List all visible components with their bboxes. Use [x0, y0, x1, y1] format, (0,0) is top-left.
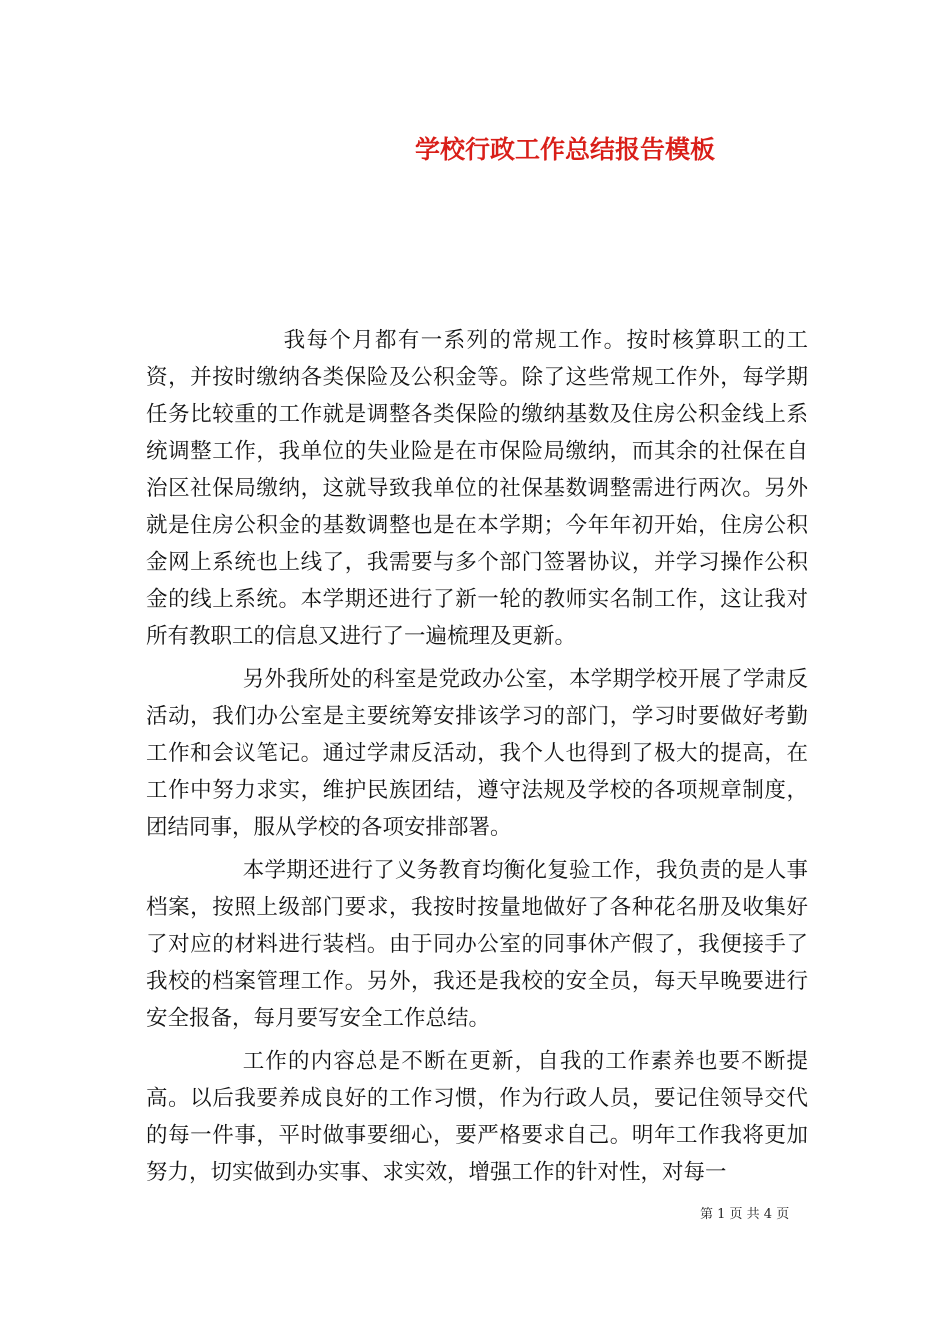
paragraph-4: 工作的内容总是不断在更新，自我的工作素养也要不断提高。以后我要养成良好的工作习惯，作为行政人员，要记住领导交代的每一件事，平时做事要细心，要严格要求自己。明年工作我将更加努力，切实做到办实事、求实效，增强工作的针对性，对每一 — [146, 1049, 808, 1185]
paragraph-2: 另外我所处的科室是党政办公室，本学期学校开展了学肃反活动，我们办公室是主要统筹安排该学习的部门，学习时要做好考勤工作和会议笔记。通过学肃反活动，我个人也得到了极大的提高，在工作中努力求实，维护民族团结，遵守法规及学校的各项规章制度，团结同事，服从学校的各项安排部署。 — [146, 667, 808, 840]
page-number-footer: 第 1 页 共 4 页 — [700, 1207, 790, 1222]
paragraph-1: 我每个月都有一系列的常规工作。按时核算职工的工资，并按时缴纳各类保险及公积金等。除了这些常规工作外，每学期任务比较重的工作就是调整各类保险的缴纳基数及住房公积金线上系统调整工作，我单位的失业险是在市保险局缴纳，而其余的社保在自治区社保局缴纳，这就导致我单位的社保基数调整需进行两次。另外就是住房公积金的基数调整也是在本学期；今年年初开始，住房公积金网上系统也上线了，我需要与多个部门签署协议，并学习操作公积金的线上系统。本学期还进行了新一轮的教师实名制工作，这让我对所有教职工的信息又进行了一遍梳理及更新。 — [146, 328, 808, 649]
paragraph-3: 本学期还进行了义务教育均衡化复验工作，我负责的是人事档案，按照上级部门要求，我按时按量地做好了各种花名册及收集好了对应的材料进行装档。由于同办公室的同事休产假了，我便接手了我校的档案管理工作。另外，我还是我校的安全员，每天早晚要进行安全报备，每月要写安全工作总结。 — [146, 858, 808, 1031]
document-title: 学校行政工作总结报告模板 — [414, 135, 715, 164]
document-body — [146, 322, 808, 1197]
